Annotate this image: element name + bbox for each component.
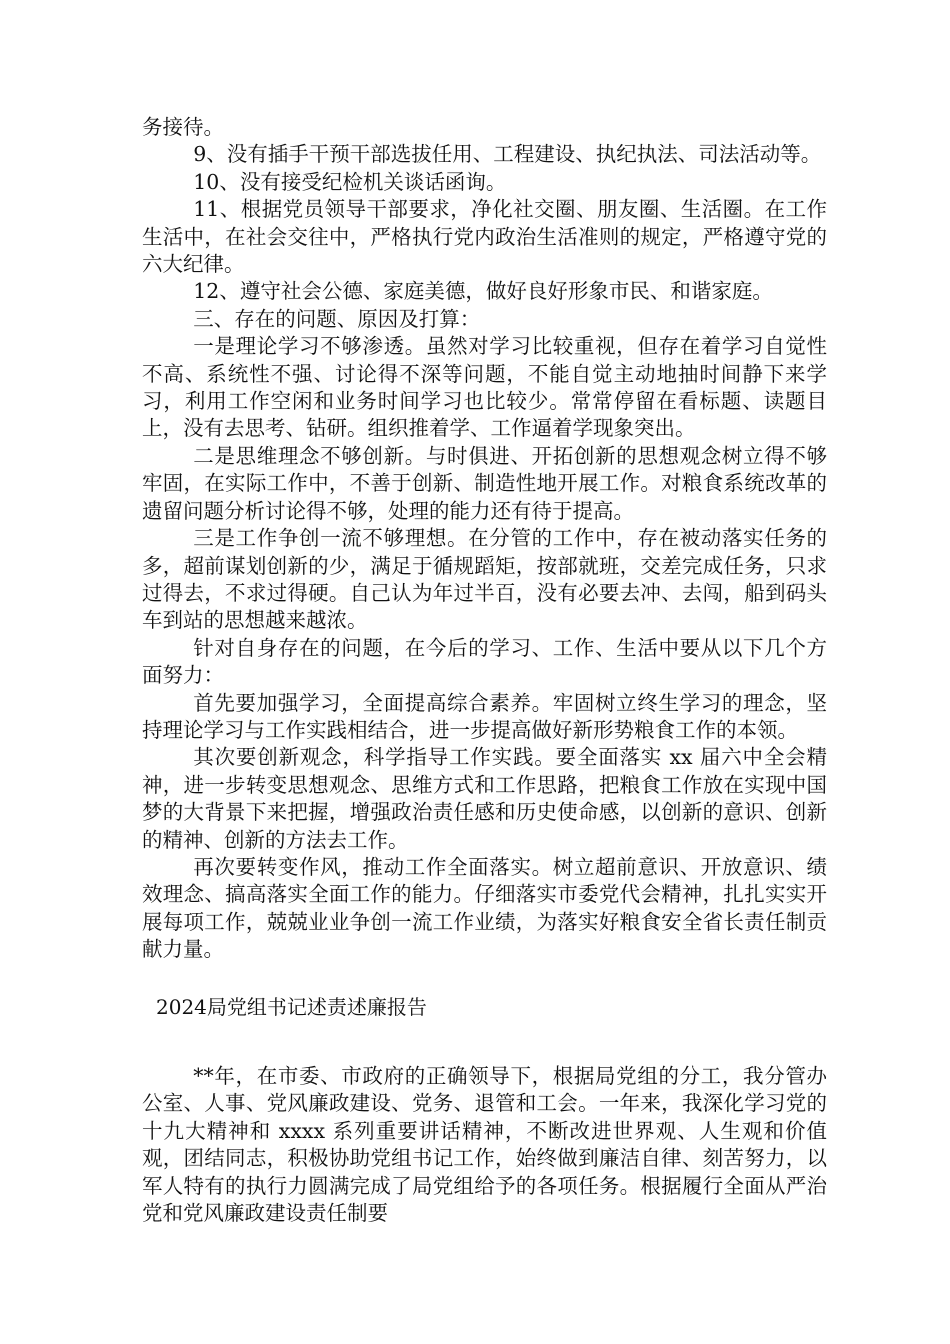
paragraph: 其次要创新观念，科学指导工作实践。要全面落实 xx 届六中全会精神，进一步转变思想观念、思维方式和工作思路，把粮食工作放在实现中国梦的大背景下来把握，增强政治责任感和历史使命感，以创新的意识、创新的精神、创新的方法去工作。 bbox=[142, 745, 827, 852]
section-before bbox=[142, 114, 827, 964]
section-heading-problems: 三、存在的问题、原因及打算： bbox=[193, 306, 481, 331]
paragraph: 10、没有接受纪检机关谈话函询。 bbox=[193, 169, 507, 194]
paragraph: 再次要转变作风，推动工作全面落实。树立超前意识、开放意识、绩效理念、搞高落实全面工作的能力。仔细落实市委党代会精神，扎扎实实开展每项工作，兢兢业业争创一流工作业绩，为落实好粮食安全省长责任制贡献力量。 bbox=[142, 854, 827, 962]
document-page bbox=[142, 114, 827, 1227]
section-after bbox=[142, 1063, 827, 1227]
paragraph: 9、没有插手干预干部选拔任用、工程建设、执纪执法、司法活动等。 bbox=[193, 142, 822, 167]
document-title: 2024局党组书记述责述廉报告 bbox=[156, 994, 427, 1019]
paragraph: 11、根据党员领导干部要求，净化社交圈、朋友圈、生活圈。在工作生活中，在社会交往中，严格执行党内政治生活准则的规定，严格遵守党的六大纪律。 bbox=[142, 197, 827, 277]
paragraph: 二是思维理念不够创新。与时俱进、开拓创新的思想观念树立得不够牢固，在实际工作中，不善于创新、制造性地开展工作。对粮食系统改革的遗留问题分析讨论得不够，处理的能力还有待于提高。 bbox=[142, 443, 827, 523]
paragraph: **年，在市委、市政府的正确领导下，根据局党组的分工，我分管办公室、人事、党风廉政建设、党务、退管和工会。一年来，我深化学习党的十九大精神和 xxxx 系列重要讲话精神，不断改进世界观、人生观和价值观，团结同志，积极协助党组书记工作，始终做到廉洁自律、刻苦努力，以军人特有的执行力圆满完成了局党组给予的各项任务。根据履行全面从严治党和党风廉政建设责任制要 bbox=[142, 1064, 827, 1226]
paragraph: 三是工作争创一流不够理想。在分管的工作中，存在被动落实任务的多，超前谋划创新的少，满足于循规蹈矩，按部就班，交差完成任务，只求过得去，不求过得硬。自己认为年过半百，没有必要去冲、去闯，船到码头车到站的思想越来越浓。 bbox=[142, 526, 827, 633]
paragraph: 首先要加强学习，全面提高综合素养。牢固树立终生学习的理念，坚持理论学习与工作实践相结合，进一步提高做好新形势粮食工作的本领。 bbox=[142, 690, 827, 742]
paragraph: 12、遵守社会公德、家庭美德，做好良好形象市民、和谐家庭。 bbox=[193, 279, 773, 304]
paragraph: 务接待。 bbox=[142, 115, 224, 139]
paragraph: 针对自身存在的问题，在今后的学习、工作、生活中要从以下几个方面努力： bbox=[142, 635, 827, 688]
paragraph: 一是理论学习不够渗透。虽然对学习比较重视，但存在着学习自觉性不高、系统性不强、讨论得不深等问题，不能自觉主动地抽时间静下来学习，利用工作空闲和业务时间学习也比较少。常常停留在看标题、读题目上，没有去思考、钻研。组织推着学、工作逼着学现象突出。 bbox=[142, 334, 827, 441]
